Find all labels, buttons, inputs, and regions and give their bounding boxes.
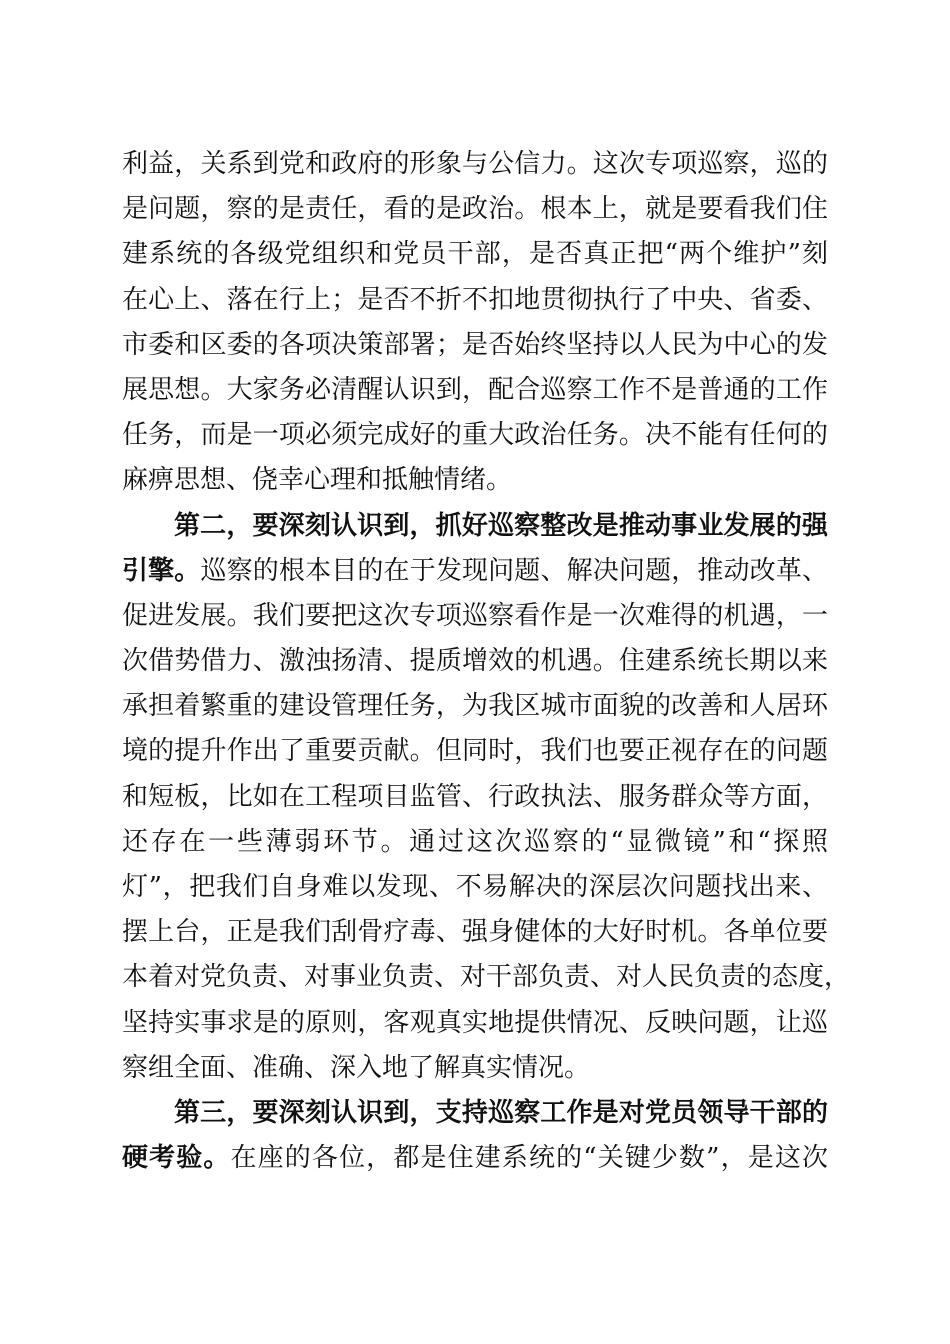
text-line: 本着对党负责、对事业负责、对干部负责、对人民负责的态度， bbox=[122, 962, 851, 993]
text-line: 促进发展。我们要把这次专项巡察看作是一次难得的机遇，一 bbox=[122, 600, 828, 631]
text-line: 承担着繁重的建设管理任务，为我区城市面貌的改善和人居环 bbox=[122, 691, 828, 722]
text-line: 是问题，察的是责任，看的是政治。根本上，就是要看我们住 bbox=[122, 194, 828, 225]
text-line: 展思想。大家务必清醒认识到，配合巡察工作不是普通的工作 bbox=[122, 374, 828, 405]
text-line: 坚持实事求是的原则，客观真实地提供情况、反映问题，让巡 bbox=[122, 1007, 828, 1038]
text-run: 巡察的根本目的在于发现问题、解决问题，推动改革、 bbox=[200, 555, 828, 586]
text-line: 建系统的各级党组织和党员干部，是否真正把“两个维护”刻 bbox=[122, 239, 828, 270]
paragraph-2 bbox=[122, 504, 851, 1091]
text-line: 察组全面、准确、深入地了解真实情况。 bbox=[122, 1052, 591, 1083]
text-run: 在座的各位，都是住建系统的“关键少数”，是这次 bbox=[230, 1143, 828, 1174]
text-line: 次借势借力、激浊扬清、提质增效的机遇。住建系统长期以来 bbox=[122, 646, 828, 677]
paragraph-3 bbox=[122, 1091, 828, 1181]
text-line: 境的提升作出了重要贡献。但同时，我们也要正视存在的问题 bbox=[122, 736, 828, 767]
text-line: 摆上台，正是我们刮骨疗毒、强身健体的大好时机。各单位要 bbox=[122, 917, 828, 948]
section-heading-end: 硬考验。 bbox=[122, 1143, 231, 1174]
text-line: 市委和区委的各项决策部署；是否始终坚持以人民为中心的发 bbox=[122, 329, 828, 360]
section-heading-line: 第三，要深刻认识到，支持巡察工作是对党员领导干部的 bbox=[174, 1097, 828, 1128]
section-heading-end: 引擎。 bbox=[122, 555, 201, 586]
text-line: 利益，关系到党和政府的形象与公信力。这次专项巡察，巡的 bbox=[122, 149, 828, 179]
text-line: 麻痹思想、侥幸心理和抵触情绪。 bbox=[122, 465, 513, 496]
text-line: 还存在一些薄弱环节。通过这次巡察的“显微镜”和“探照 bbox=[122, 826, 828, 857]
text-line: 在心上、落在行上；是否不折不扣地贯彻执行了中央、省委、 bbox=[122, 284, 828, 315]
text-line bbox=[122, 1136, 828, 1181]
text-line: 和短板，比如在工程项目监管、行政执法、服务群众等方面， bbox=[122, 781, 828, 812]
text-line bbox=[122, 549, 828, 594]
paragraph-1 bbox=[122, 142, 828, 504]
text-line: 灯”，把我们自身难以发现、不易解决的深层次问题找出来、 bbox=[122, 872, 828, 902]
document-body bbox=[122, 142, 851, 1181]
section-heading-line: 第二，要深刻认识到，抓好巡察整改是推动事业发展的强 bbox=[174, 510, 828, 541]
text-line: 任务，而是一项必须完成好的重大政治任务。决不能有任何的 bbox=[122, 420, 828, 451]
